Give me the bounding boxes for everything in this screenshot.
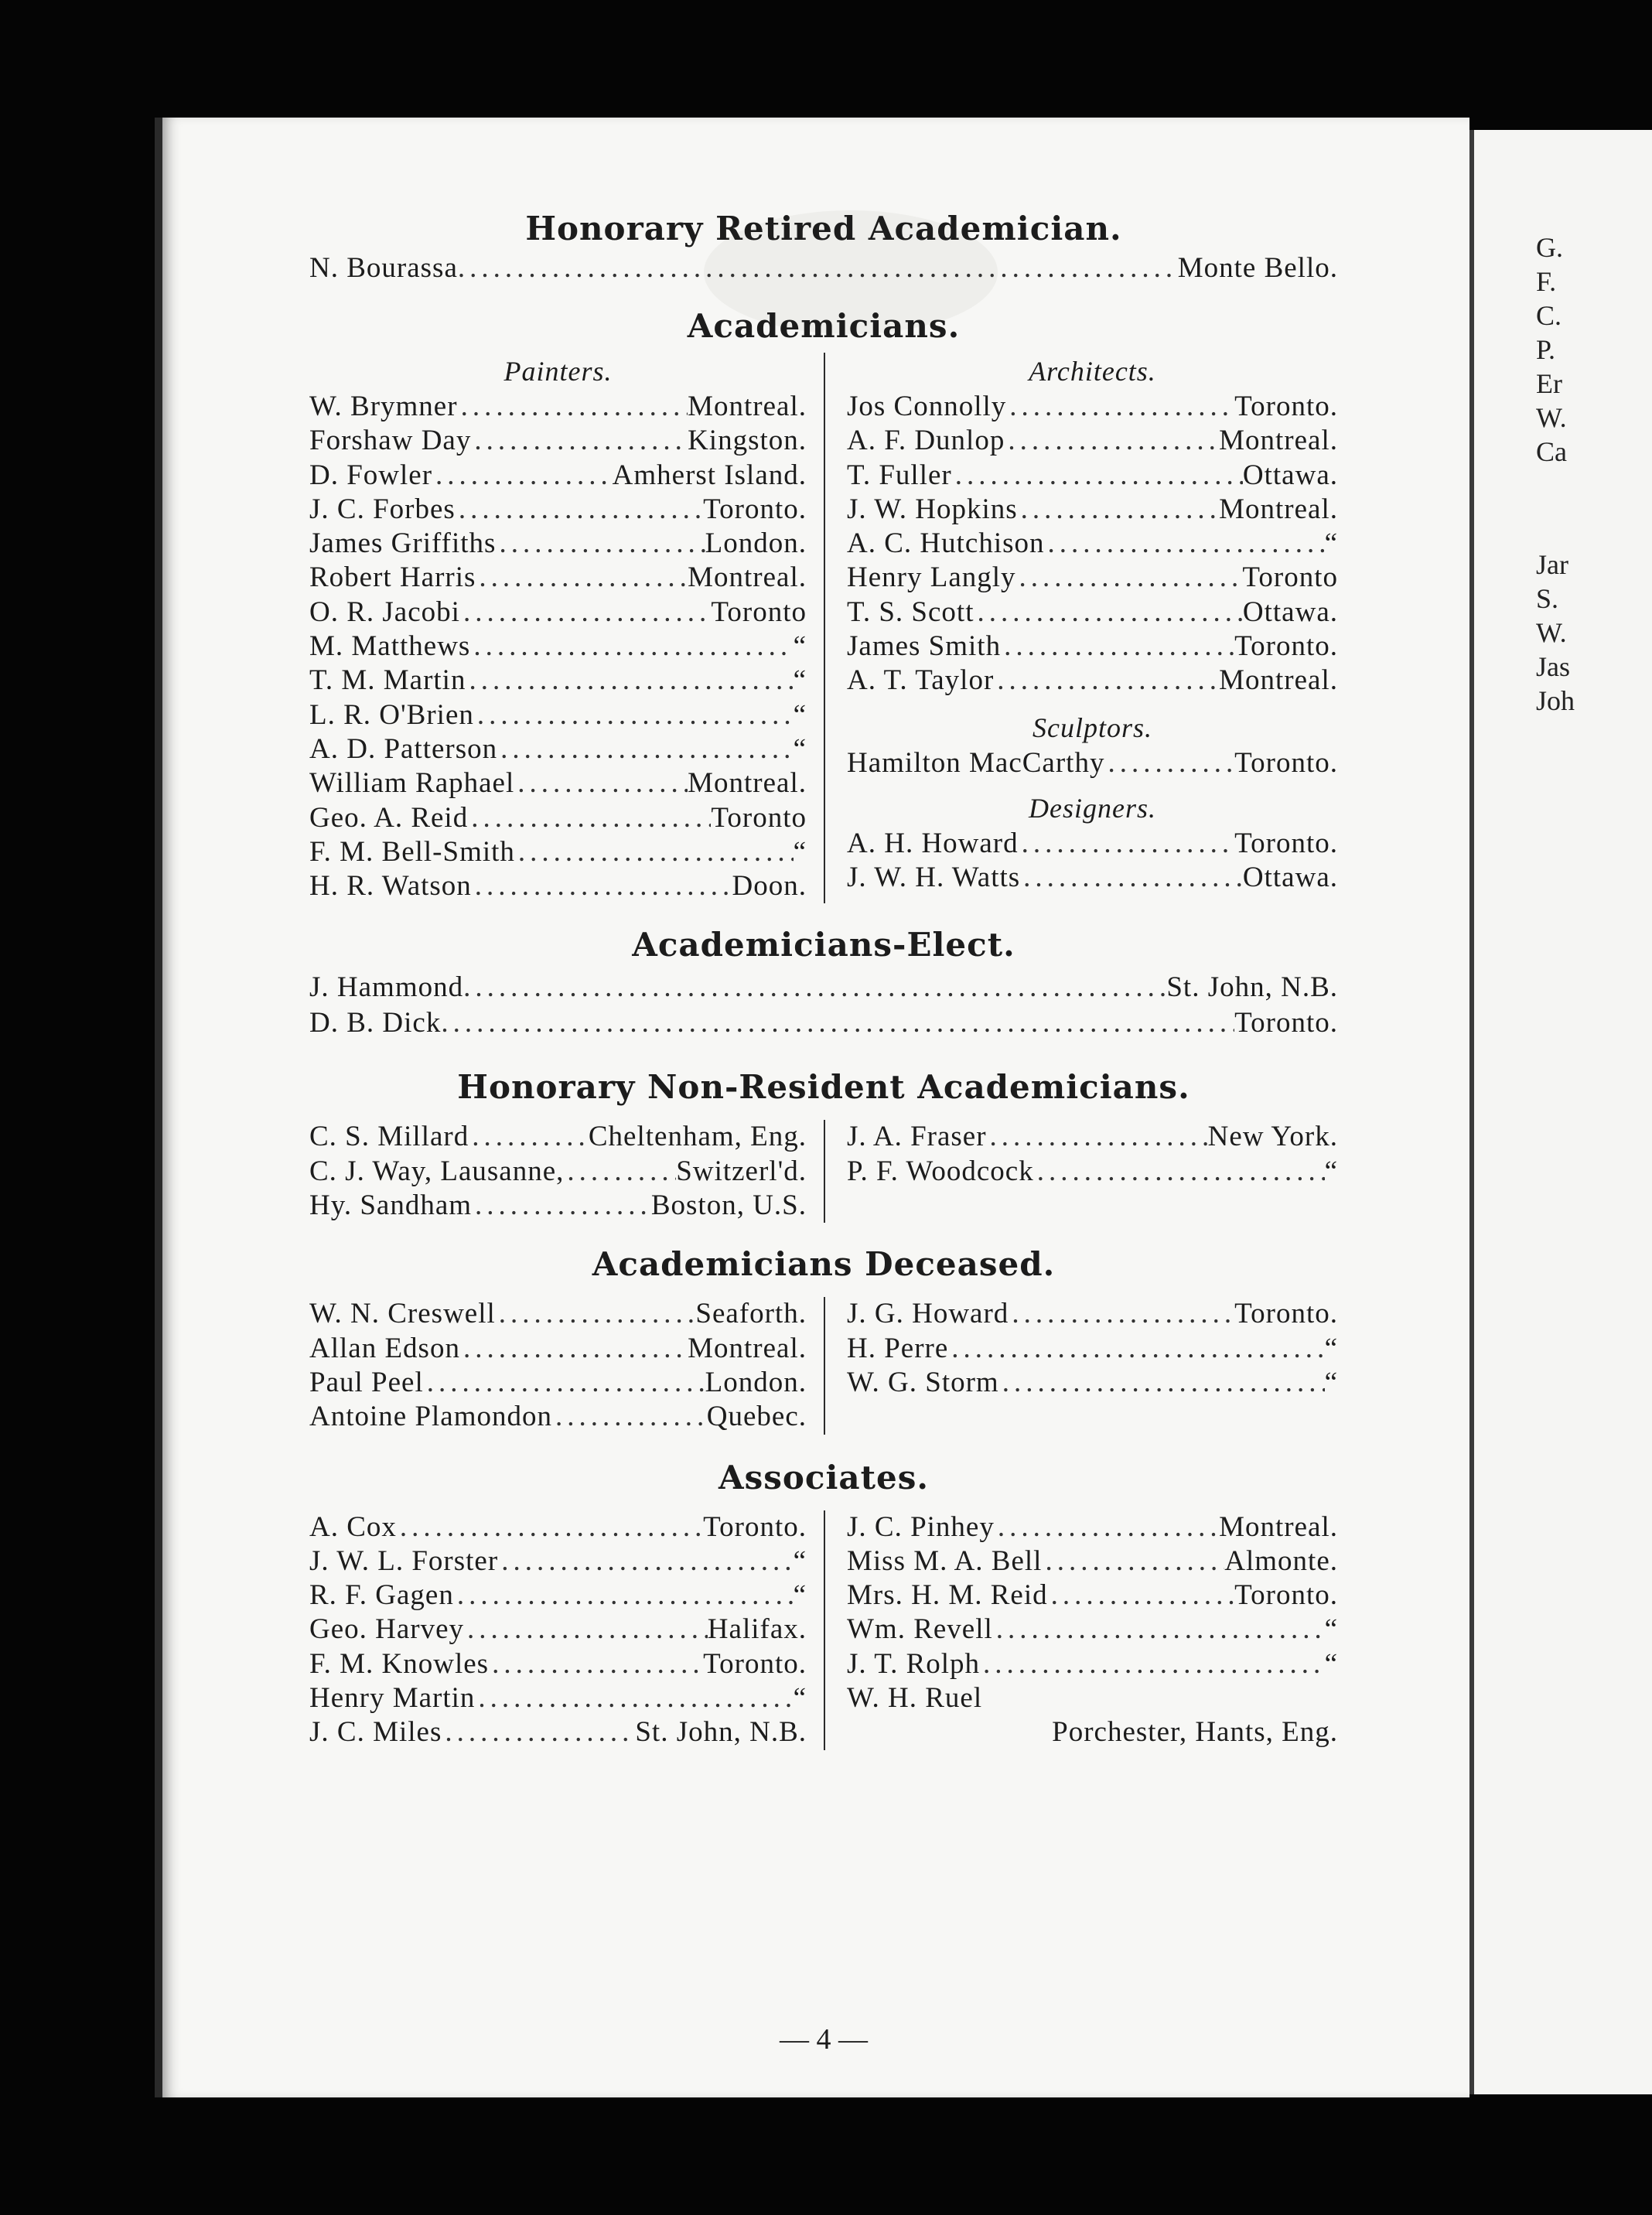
elect-list	[309, 970, 1338, 1041]
entry-location: Switzerl'd.	[676, 1155, 807, 1187]
roster-entry	[847, 561, 1338, 595]
non-resident-heading: Honorary Non-Resident Academicians.	[457, 1068, 1190, 1107]
entry-location: “	[1324, 1613, 1338, 1646]
entry-location: Toronto.	[1234, 391, 1338, 422]
painters-list	[309, 390, 807, 903]
entry-location: “	[1324, 1332, 1338, 1364]
leader-dots	[514, 766, 688, 800]
associates-right-column	[824, 1510, 1338, 1750]
entry-location: New York.	[1207, 1121, 1338, 1153]
entry-location: Montreal.	[688, 391, 807, 422]
entry-location: Montreal.	[688, 767, 807, 800]
roster-entry	[847, 746, 1338, 780]
roster-entry	[847, 1297, 1338, 1331]
roster-entry	[847, 1544, 1338, 1578]
leader-dots	[460, 1332, 688, 1366]
facing-text-fragment: P.	[1536, 334, 1556, 365]
entry-name: J. A. Fraser	[847, 1121, 987, 1153]
entry-location: Halifax.	[707, 1613, 807, 1646]
roster-entry	[309, 1681, 807, 1715]
roster-entry	[847, 827, 1338, 861]
architects-column	[824, 353, 1338, 903]
entry-location: Ottawa.	[1242, 459, 1338, 491]
entry-name: J. W. L. Forster	[309, 1544, 499, 1577]
roster-entry	[847, 1613, 1338, 1647]
leader-dots	[948, 1332, 1324, 1366]
entry-name: W. H. Ruel	[847, 1682, 983, 1715]
entry-location: Doon.	[732, 870, 807, 903]
leader-dots	[475, 1681, 793, 1715]
facing-page-edge	[1469, 130, 1652, 2094]
leader-dots	[1005, 424, 1219, 458]
academicians-columns	[309, 353, 1338, 903]
associates-left	[309, 1510, 824, 1750]
entry-name: J. G. Howard	[847, 1298, 1009, 1330]
sculptors-list	[847, 746, 1338, 780]
non-resident-left	[309, 1120, 824, 1223]
ruel-address	[847, 1715, 1338, 1749]
leader-dots	[456, 493, 703, 527]
leader-dots	[472, 869, 732, 903]
leader-dots	[952, 459, 1243, 493]
architects-list	[847, 390, 1338, 698]
entry-name: A. C. Hutchison	[847, 527, 1045, 560]
entry-location: Montreal.	[688, 561, 807, 594]
entry-name: Mrs. H. M. Reid	[847, 1579, 1048, 1612]
leader-dots	[1104, 746, 1234, 780]
leader-dots	[980, 1647, 1325, 1681]
leader-dots	[471, 424, 688, 458]
roster-entry	[847, 527, 1338, 561]
leader-dots	[1018, 493, 1219, 527]
associates-right	[847, 1510, 1338, 1716]
facing-text-fragment: Joh	[1536, 685, 1575, 716]
deceased-left	[309, 1297, 824, 1434]
roster-entry	[309, 1578, 807, 1613]
entry-name: J. W. Hopkins	[847, 493, 1018, 525]
entry-location: Toronto.	[1234, 630, 1338, 663]
entry-name: Hy. Sandham	[309, 1189, 473, 1222]
leader-dots	[442, 1715, 635, 1749]
entry-location: “	[1324, 1155, 1338, 1187]
roster-entry	[847, 664, 1338, 698]
entry-location: “	[1324, 527, 1338, 560]
entry-location: “	[793, 664, 807, 697]
entry-name: O. R. Jacobi	[309, 596, 460, 628]
entry-location: Toronto	[1242, 561, 1338, 594]
roster-entry	[309, 1155, 807, 1189]
entry-location: Toronto.	[1234, 1579, 1338, 1612]
entry-location: Ottawa.	[1242, 862, 1338, 894]
entry-name: N. Bourassa	[309, 252, 458, 284]
leader-dots	[994, 664, 1219, 698]
roster-entry	[309, 493, 807, 527]
entry-location: Amherst Island.	[612, 459, 807, 491]
designers-list	[847, 827, 1338, 896]
entry-location: St. John, N.B.	[1166, 971, 1338, 1004]
roster-entry	[309, 698, 807, 732]
facing-text-fragment: G.	[1536, 232, 1563, 263]
roster-entry	[309, 459, 807, 493]
entry-location: Almonte.	[1224, 1544, 1338, 1577]
roster-entry	[309, 1189, 807, 1223]
entry-name: L. R. O'Brien	[309, 698, 474, 731]
roster-entry	[309, 1120, 807, 1154]
leader-dots	[1009, 1297, 1234, 1331]
entry-name: P. F. Woodcock	[847, 1155, 1034, 1187]
roster-entry	[847, 596, 1338, 630]
roster-entry	[309, 1400, 807, 1434]
leader-dots	[460, 596, 711, 630]
entry-location: Toronto.	[1234, 1298, 1338, 1330]
entry-location: Toronto.	[1234, 1007, 1338, 1039]
entry-location: “	[793, 835, 807, 868]
entry-name: Hamilton MacCarthy	[847, 746, 1105, 779]
facing-text-fragment: Jar	[1536, 549, 1568, 580]
entry-name: James Smith	[847, 630, 1002, 663]
facing-text-fragment: Ca	[1536, 436, 1567, 467]
entry-name: W. N. Creswell	[309, 1298, 496, 1330]
roster-entry	[309, 869, 807, 903]
leader-dots	[974, 596, 1243, 630]
document-page	[155, 118, 1469, 2097]
facing-text-fragment: F.	[1536, 266, 1557, 297]
non-resident-columns	[309, 1120, 1338, 1223]
roster-entry	[847, 390, 1338, 424]
roster-entry	[847, 1510, 1338, 1544]
entry-location: Montreal.	[1219, 664, 1338, 697]
leader-dots	[432, 459, 613, 493]
leader-dots	[458, 390, 688, 424]
leader-dots	[987, 1120, 1208, 1154]
entry-name: Forshaw Day	[309, 425, 472, 457]
roster-entry	[309, 527, 807, 561]
entry-name: Robert Harris	[309, 561, 476, 594]
entry-name: Geo. Harvey	[309, 1613, 465, 1646]
leader-dots	[993, 1613, 1325, 1647]
roster-entry	[309, 390, 807, 424]
entry-name: A. D. Patterson	[309, 732, 498, 765]
non-resident-right	[824, 1120, 1338, 1223]
leader-dots	[552, 1400, 707, 1434]
leader-dots	[497, 732, 793, 766]
leader-dots	[1034, 1155, 1325, 1189]
associates-heading: Associates.	[718, 1458, 930, 1497]
leader-dots	[496, 527, 705, 561]
entry-location: London.	[705, 1366, 807, 1398]
roster-entry	[847, 1155, 1338, 1189]
roster-entry	[309, 801, 807, 835]
roster-entry	[309, 561, 807, 595]
leader-dots	[1020, 861, 1243, 895]
entry-name: A. F. Dunlop	[847, 425, 1005, 457]
entry-name: D. B. Dick	[309, 1007, 442, 1039]
facing-text-fragment: S.	[1536, 583, 1559, 614]
roster-entry	[309, 1544, 807, 1578]
page-number: — 4 —	[780, 2023, 868, 2056]
leader-dots	[1001, 630, 1234, 664]
associates-columns	[309, 1510, 1338, 1750]
leader-dots	[498, 1544, 793, 1578]
roster-entry	[847, 1578, 1338, 1613]
leader-dots	[464, 1613, 708, 1647]
leader-dots	[564, 1155, 676, 1189]
entry-name: F. M. Bell-Smith	[309, 835, 515, 868]
leader-dots	[1019, 827, 1235, 861]
facing-text-fragment: Er	[1536, 368, 1562, 399]
roster-entry	[309, 664, 807, 698]
entry-location: Montreal.	[1219, 1510, 1338, 1543]
elect-row	[309, 1005, 1338, 1041]
entry-name: T. S. Scott	[847, 596, 974, 628]
roster-entry	[309, 1510, 807, 1544]
roster-entry	[847, 1681, 1338, 1715]
entry-name: J. W. H. Watts	[847, 862, 1021, 894]
painters-column	[309, 353, 824, 903]
page-content	[309, 209, 1338, 2056]
entry-location: “	[793, 698, 807, 731]
entry-location: Quebec.	[706, 1401, 807, 1433]
entry-name: Allan Edson	[309, 1332, 460, 1364]
leader-dots	[468, 801, 711, 835]
entry-name: T. Fuller	[847, 459, 952, 491]
entry-location: “	[1324, 1647, 1338, 1680]
leader-dots	[515, 835, 794, 869]
facing-text-fragment: Jas	[1536, 651, 1570, 682]
roster-entry	[847, 424, 1338, 458]
entry-name: C. S. Millard	[309, 1121, 469, 1153]
entry-name: J. T. Rolph	[847, 1647, 981, 1680]
roster-entry	[309, 1297, 807, 1331]
entry-location: Toronto.	[703, 493, 807, 525]
entry-location: Toronto.	[1234, 827, 1338, 859]
leader-dots	[1016, 561, 1243, 595]
entry-location: Toronto	[711, 596, 807, 628]
entry-name: A. T. Taylor	[847, 664, 995, 697]
leader-dots	[463, 970, 1166, 1005]
leader-dots	[1045, 527, 1325, 561]
leader-dots	[472, 1189, 651, 1223]
entry-location: Toronto.	[703, 1647, 807, 1680]
address-text: Porchester, Hants, Eng.	[1052, 1716, 1338, 1749]
roster-entry	[847, 861, 1338, 895]
entry-location: “	[793, 1579, 807, 1612]
entry-name: H. Perre	[847, 1332, 949, 1364]
entry-name: C. J. Way, Lausanne,	[309, 1155, 565, 1187]
leader-dots	[1048, 1578, 1235, 1613]
entry-name: M. Matthews	[309, 630, 471, 663]
roster-entry	[847, 1366, 1338, 1400]
entry-name: H. R. Watson	[309, 870, 472, 903]
honorary-retired-row	[309, 251, 1338, 286]
entry-name: Henry Martin	[309, 1682, 476, 1715]
leader-dots	[469, 1120, 589, 1154]
leader-dots	[458, 251, 1178, 286]
academicians-heading: Academicians.	[687, 307, 961, 345]
entry-name: J. C. Pinhey	[847, 1510, 995, 1543]
leader-dots	[982, 1681, 1338, 1715]
entry-location: Toronto.	[703, 1510, 807, 1543]
roster-entry	[309, 732, 807, 766]
entry-name: Wm. Revell	[847, 1613, 993, 1646]
roster-entry	[309, 1647, 807, 1681]
honorary-retired-heading: Honorary Retired Academician.	[525, 210, 1122, 247]
entry-name: J. Hammond	[309, 971, 464, 1004]
roster-entry	[847, 1120, 1338, 1154]
entry-location: “	[793, 1682, 807, 1715]
elect-row	[309, 970, 1338, 1005]
entry-name: Jos Connolly	[847, 391, 1007, 422]
roster-entry	[309, 630, 807, 664]
roster-entry	[309, 1715, 807, 1749]
roster-entry	[309, 596, 807, 630]
entry-name: James Griffiths	[309, 527, 497, 560]
roster-entry	[309, 835, 807, 869]
entry-location: St. John, N.B.	[635, 1716, 807, 1749]
roster-entry	[847, 493, 1338, 527]
leader-dots	[489, 1647, 703, 1681]
leader-dots	[995, 1510, 1219, 1544]
roster-entry	[309, 1613, 807, 1647]
roster-entry	[309, 1332, 807, 1366]
leader-dots	[397, 1510, 703, 1544]
entry-name: J. C. Forbes	[309, 493, 456, 525]
entry-name: A. H. Howard	[847, 827, 1019, 859]
roster-entry	[847, 1332, 1338, 1366]
leader-dots	[474, 698, 794, 732]
deceased-right	[824, 1297, 1338, 1434]
entry-name: Henry Langly	[847, 561, 1016, 594]
roster-entry	[309, 766, 807, 800]
entry-location: Toronto	[711, 801, 807, 834]
entry-location: Montreal.	[688, 1332, 807, 1364]
entry-name: T. M. Martin	[309, 664, 466, 697]
entry-location: “	[793, 630, 807, 663]
facing-text-fragment: W.	[1536, 402, 1567, 433]
entry-name: W. Brymner	[309, 391, 458, 422]
entry-location: Boston, U.S.	[650, 1189, 807, 1222]
entry-location: “	[793, 1544, 807, 1577]
entry-location: “	[793, 732, 807, 765]
facing-text-fragment: W.	[1536, 617, 1567, 648]
entry-location: London.	[705, 527, 807, 560]
entry-location: Monte Bello.	[1177, 252, 1338, 284]
entry-location: Ottawa.	[1242, 596, 1338, 628]
entry-name: J. C. Miles	[309, 1716, 442, 1749]
leader-dots	[496, 1297, 696, 1331]
leader-dots	[1006, 390, 1234, 424]
roster-entry	[309, 424, 807, 458]
entry-location: Montreal.	[1219, 493, 1338, 525]
facing-text-fragment: C.	[1536, 300, 1562, 331]
entry-name: W. G. Storm	[847, 1366, 999, 1398]
entry-name: R. F. Gagen	[309, 1579, 454, 1612]
leader-dots	[470, 630, 793, 664]
leader-dots	[424, 1366, 705, 1400]
entry-location: Montreal.	[1219, 425, 1338, 457]
leader-dots	[476, 561, 688, 595]
entry-location: Toronto.	[1234, 746, 1338, 779]
entry-name: F. M. Knowles	[309, 1647, 490, 1680]
deceased-columns	[309, 1297, 1338, 1434]
leader-dots	[454, 1578, 794, 1613]
leader-dots	[466, 664, 793, 698]
entry-name: William Raphael	[309, 767, 515, 800]
architects-label: Architects.	[1029, 356, 1156, 387]
leader-dots	[441, 1005, 1234, 1041]
entry-location: Kingston.	[688, 425, 807, 457]
entry-name: Miss M. A. Bell	[847, 1544, 1043, 1577]
painters-label: Painters.	[503, 356, 613, 387]
entry-name: Paul Peel	[309, 1366, 424, 1398]
entry-location: Seaforth.	[695, 1298, 807, 1330]
roster-entry	[847, 1647, 1338, 1681]
roster-entry	[847, 459, 1338, 493]
sculptors-label: Sculptors.	[1032, 712, 1152, 743]
deceased-heading: Academicians Deceased.	[592, 1245, 1056, 1284]
entry-name: A. Cox	[309, 1510, 397, 1543]
entry-location: Cheltenham, Eng.	[588, 1121, 807, 1153]
roster-entry	[309, 1366, 807, 1400]
entry-name: Antoine Plamondon	[309, 1401, 553, 1433]
designers-label: Designers.	[1029, 792, 1156, 824]
entry-name: Geo. A. Reid	[309, 801, 469, 834]
leader-dots	[999, 1366, 1325, 1400]
entry-name: D. Fowler	[309, 459, 433, 491]
roster-entry	[847, 630, 1338, 664]
entry-location: “	[1324, 1366, 1338, 1398]
leader-dots	[1042, 1544, 1224, 1578]
elect-heading: Academicians-Elect.	[632, 926, 1015, 964]
